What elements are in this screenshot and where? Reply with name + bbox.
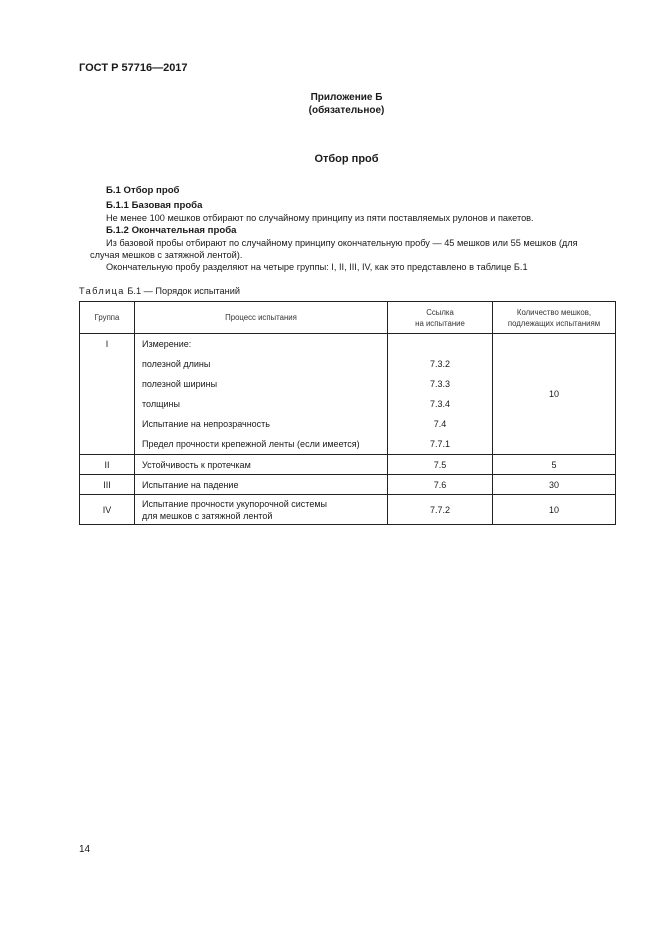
cell-quantity: 10: [493, 334, 616, 455]
ref-item: 7.3.3: [429, 379, 451, 389]
header-process: Процесс испытания: [135, 302, 388, 334]
test-order-table: [79, 301, 616, 525]
heading-b11: Б.1.1 Базовая проба: [106, 200, 203, 211]
process-line2: для мешков с затяжной лентой: [142, 510, 273, 521]
ref-item: 7.3.4: [429, 399, 451, 409]
cell-quantity: 10: [493, 495, 616, 525]
cell-group: III: [80, 475, 135, 495]
cell-process: [135, 495, 388, 525]
process-item: Предел прочности крепежной ленты (если имеется): [142, 439, 360, 449]
ref-item: 7.3.2: [429, 359, 451, 369]
table-caption: [79, 285, 240, 297]
paragraph-b12-line2: случая мешков с затяжной лентой).: [90, 250, 243, 260]
cell-group: IV: [80, 495, 135, 525]
process-item: полезной длины: [142, 359, 211, 369]
paragraph-b11: Не менее 100 мешков отбирают по случайному принципу из пяти поставляемых рулонов и пакетов.: [106, 213, 534, 223]
table-row: [80, 334, 616, 455]
cell-group: II: [80, 455, 135, 475]
cell-quantity: 5: [493, 455, 616, 475]
table-header-row: [80, 302, 616, 334]
cell-group: I: [80, 334, 135, 455]
cell-quantity: 30: [493, 475, 616, 495]
header-ref-line1: Ссылка: [426, 307, 454, 317]
section-title: Отбор проб: [314, 153, 379, 165]
cell-ref: 7.5: [388, 455, 493, 475]
annex-status: (обязательное): [308, 105, 385, 116]
annex-title: Приложение Б: [310, 92, 383, 103]
table-row: [80, 495, 616, 525]
cell-ref-list: [388, 334, 493, 455]
header-quantity: [493, 302, 616, 334]
process-item: Измерение:: [142, 339, 192, 349]
document-code: ГОСТ Р 57716—2017: [79, 62, 188, 74]
table-row: [80, 455, 616, 475]
page-number: 14: [79, 844, 91, 855]
heading-b12: Б.1.2 Окончательная проба: [106, 225, 237, 236]
cell-ref: 7.6: [388, 475, 493, 495]
header-ref: [388, 302, 493, 334]
ref-item: 7.4: [433, 419, 447, 429]
header-qty-line1: Количество мешков,: [516, 307, 592, 317]
header-group: Группа: [80, 302, 135, 334]
cell-process: Устойчивость к протечкам: [135, 455, 388, 475]
cell-process: Испытание на падение: [135, 475, 388, 495]
process-item: Испытание на непрозрачность: [142, 419, 270, 429]
table-row: [80, 475, 616, 495]
process-item: толщины: [142, 399, 180, 409]
cell-ref: 7.7.2: [388, 495, 493, 525]
process-item: полезной ширины: [142, 379, 218, 389]
paragraph-b12-groups: Окончательную пробу разделяют на четыре группы: I, II, III, IV, как это представлено в таблице Б.1: [106, 262, 528, 272]
ref-item: 7.7.1: [429, 439, 451, 449]
ref-item: [388, 334, 492, 354]
paragraph-b12-line1: Из базовой пробы отбирают по случайному принципу окончательную пробу — 45 мешков или 55 мешков (для: [106, 238, 578, 248]
header-qty-line2: подлежащих испытаниям: [507, 318, 601, 328]
heading-b1: Б.1 Отбор проб: [106, 185, 180, 196]
table-caption-prefix: Таблица: [79, 286, 125, 296]
header-ref-line2: на испытание: [415, 318, 465, 328]
table-caption-text: Б.1 — Порядок испытаний: [127, 286, 240, 296]
process-line1: Испытание прочности укупорочной системы: [142, 498, 327, 509]
cell-process-list: [135, 334, 388, 455]
